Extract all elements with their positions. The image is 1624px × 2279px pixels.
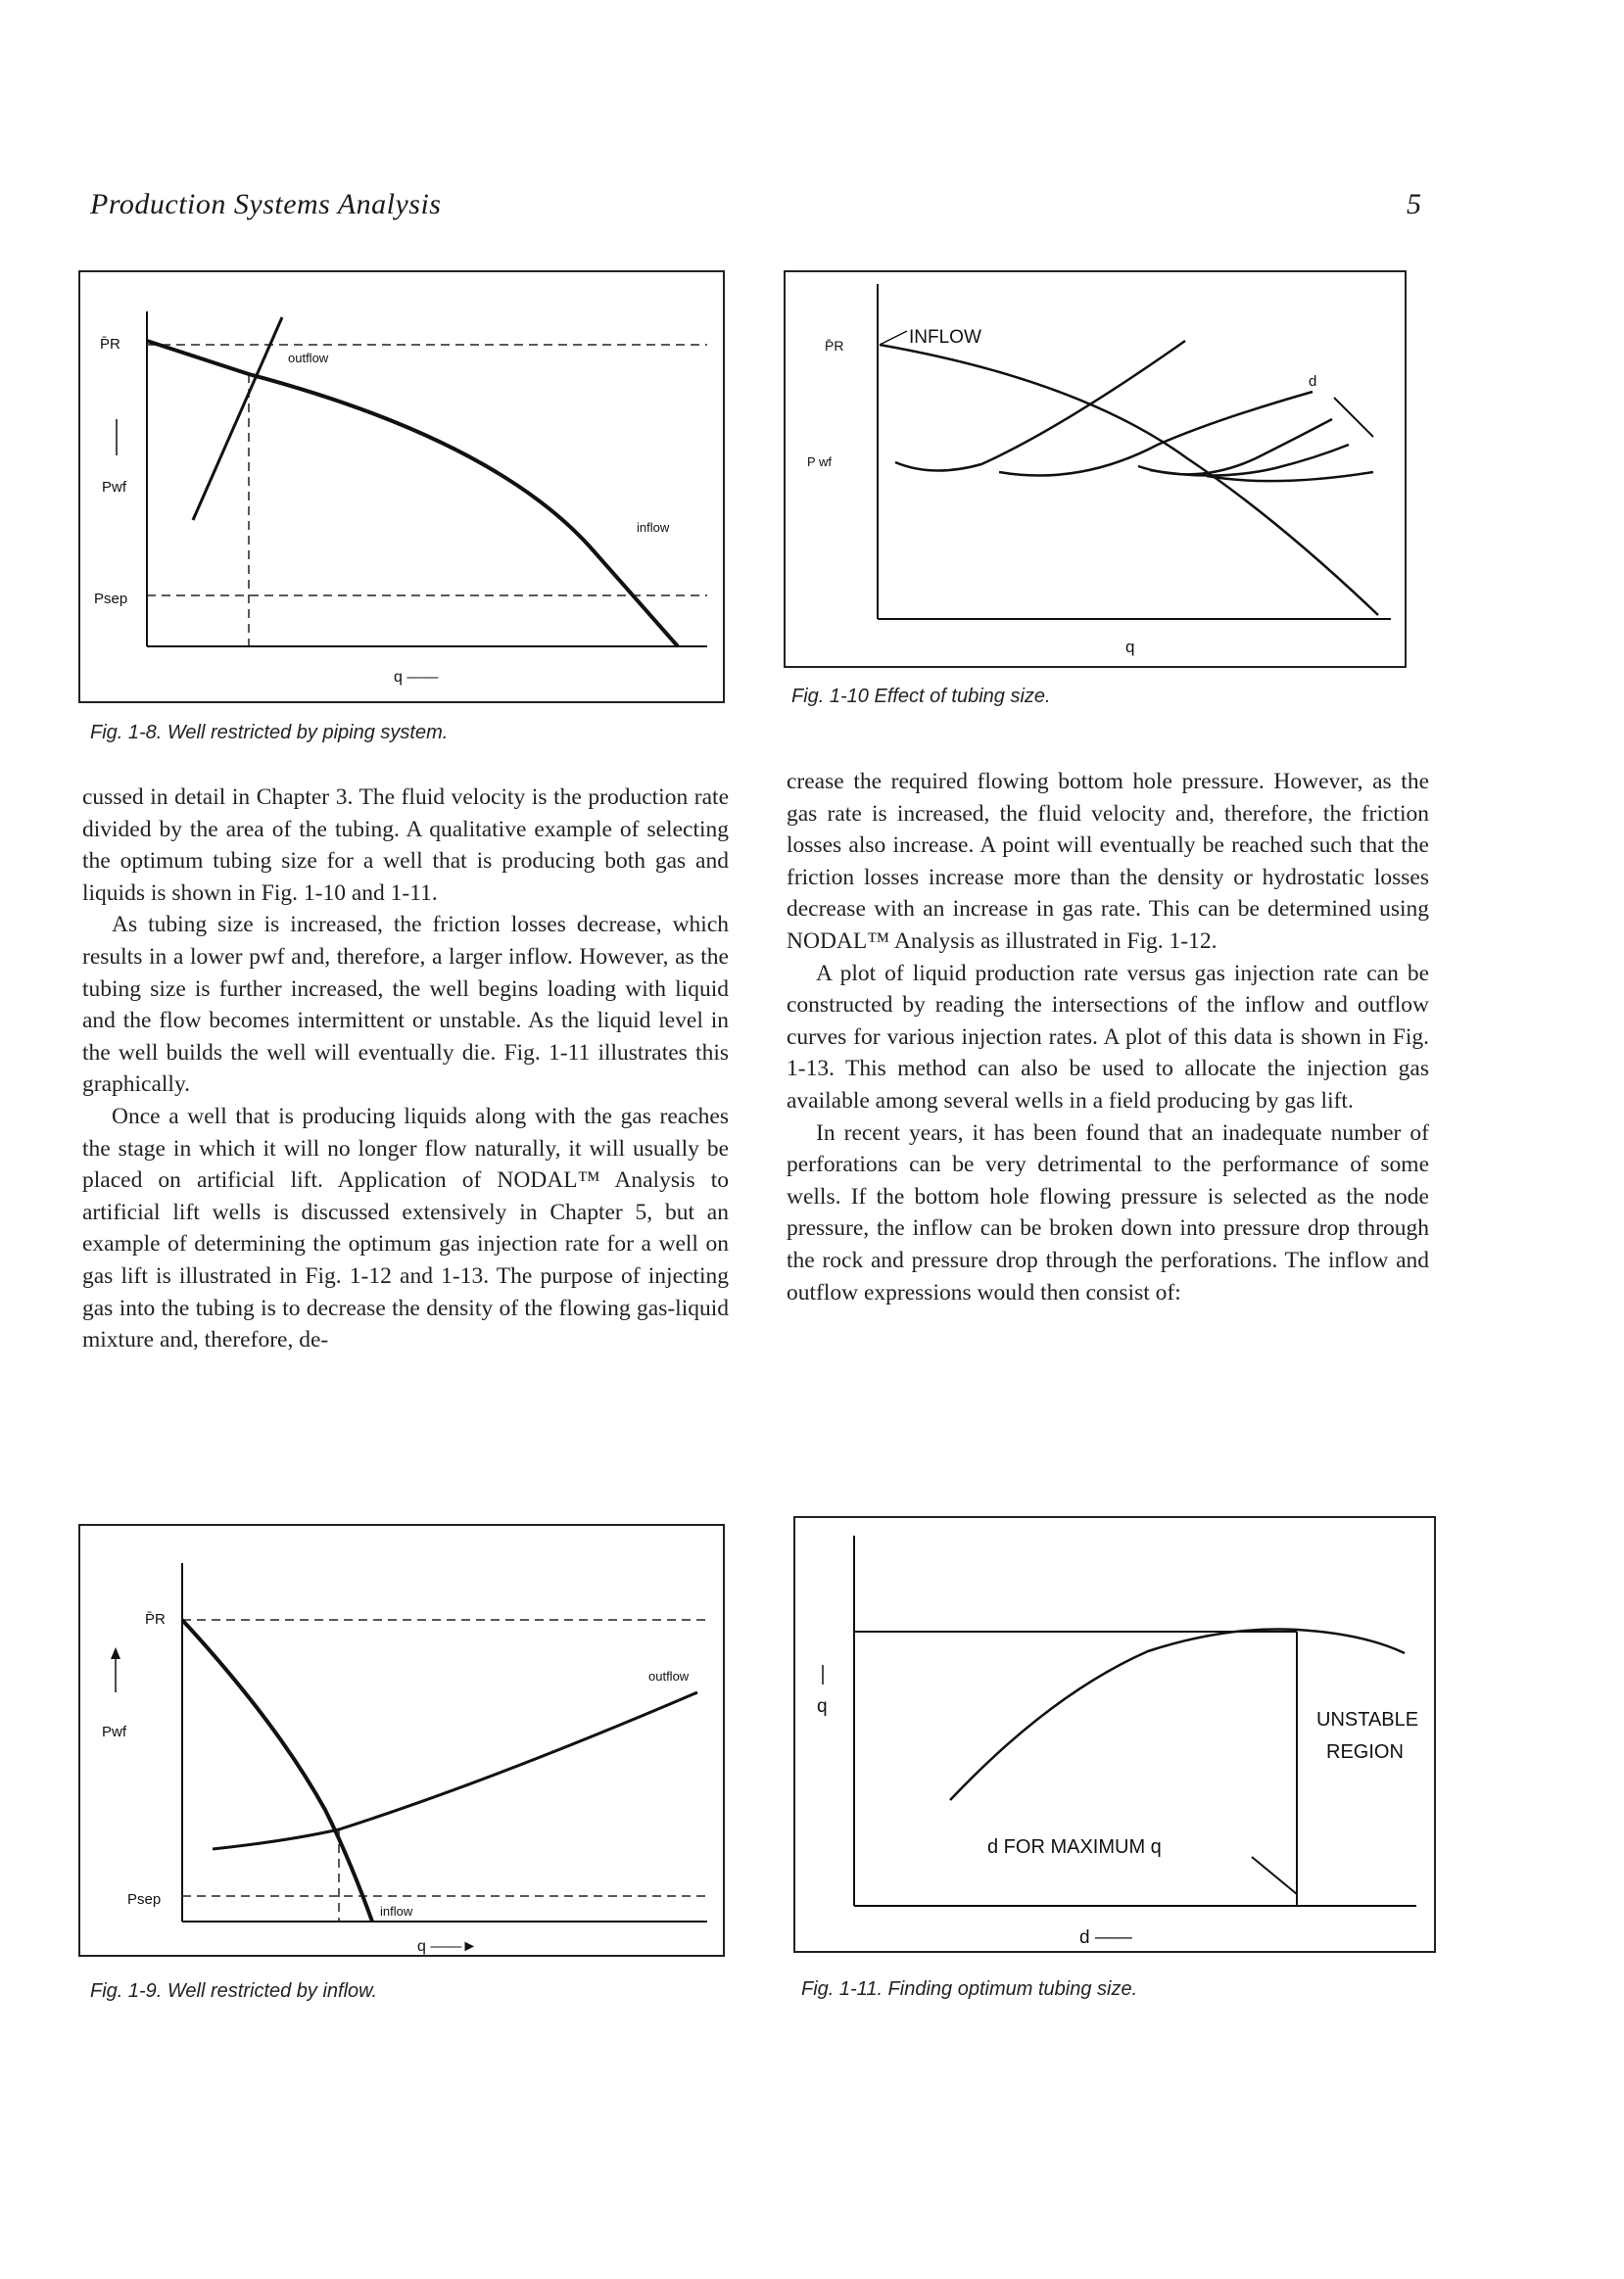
inflow-curve — [147, 341, 678, 646]
outflow-label: outflow — [648, 1669, 690, 1684]
pr-label: P̄R — [100, 336, 120, 353]
outflow-curve-3 — [1138, 419, 1332, 474]
figure-1-9-plot — [80, 1526, 723, 1955]
inflow-label: inflow — [380, 1904, 413, 1919]
d-pointer-line — [1334, 398, 1373, 437]
figure-1-11 — [793, 1516, 1436, 1953]
figure-1-8-caption: Fig. 1-8. Well restricted by piping system. — [90, 722, 449, 743]
inflow-label: INFLOW — [909, 327, 981, 348]
figure-1-9-caption: Fig. 1-9. Well restricted by inflow. — [90, 1980, 378, 2002]
outflow-line — [193, 317, 282, 520]
inflow-pointer-line — [880, 331, 907, 345]
pwf-arrow-head — [111, 1647, 120, 1659]
psep-label: Psep — [94, 591, 128, 607]
figure-1-11-caption: Fig. 1-11. Finding optimum tubing size. — [801, 1978, 1138, 2000]
q-axis-label: q ——► — [417, 1938, 478, 1955]
figure-1-10-caption: Fig. 1-10 Effect of tubing size. — [791, 686, 1051, 707]
outflow-curve-2 — [999, 392, 1313, 476]
dmax-label: d FOR MAXIMUM q — [987, 1836, 1162, 1858]
left-paragraph-3: Once a well that is producing liquids along with the gas reaches the stage in which it will no longer flow naturally, it will usually be placed on artificial lift. Application of NODAL™ Analysis to artificial lift wells is discussed extensively in Chapter 5, but an example of determining the optimum gas injection rate for a well on gas lift is illustrated in Fig. 1-12 and 1-13. The purpose of injecting gas into the tubing is to decrease the density of the flowing gas-liquid mixture and, therefore, de- — [82, 1103, 729, 1353]
right-text-column — [787, 766, 1429, 1308]
pwf-label: Pwf — [102, 1724, 127, 1740]
pwf-label: P wf — [807, 454, 833, 469]
left-paragraph-2: As tubing size is increased, the friction losses decrease, which results in a lower pwf and, therefore, a larger inflow. However, as the tubing size is further increased, the well begins loading with liquid and the flow becomes intermittent or unstable. As the liquid level in the well builds the well will eventually die. Fig. 1-11 illustrates this graphically. — [82, 912, 729, 1098]
pwf-label: Pwf — [102, 479, 127, 496]
figure-1-8-plot — [80, 272, 723, 701]
q-axis-label: q — [817, 1696, 828, 1717]
running-title: Production Systems Analysis — [90, 188, 442, 220]
dmax-pointer-line — [1252, 1857, 1297, 1894]
outflow-curve — [213, 1692, 697, 1849]
pr-label: P̄R — [145, 1611, 166, 1628]
right-paragraph-3: In recent years, it has been found that an inadequate number of perforations can be very detrimental to the performance of some wells. If the bottom hole flowing pressure is selected as the node pressure, the inflow can be broken down into pressure drop through the rock and pressure drop through the perforations. The inflow and outflow expressions would then consist of: — [787, 1119, 1429, 1306]
figure-1-10 — [784, 270, 1407, 668]
unstable-label-2: REGION — [1326, 1741, 1404, 1763]
d-axis-label: d —— — [1079, 1927, 1132, 1948]
figure-1-10-plot — [786, 272, 1405, 666]
outflow-curve-5 — [1207, 472, 1373, 481]
figure-1-8 — [78, 270, 725, 703]
right-paragraph-2: A plot of liquid production rate versus gas injection rate can be constructed by reading the intersections of the inflow and outflow curves for various injection rates. A plot of this data is shown in Fig. 1-13. This method can also be used to allocate the injection gas available among several wells in a field producing by gas lift. — [787, 960, 1429, 1114]
q-axis-label: q —— — [394, 669, 439, 686]
unstable-label-1: UNSTABLE — [1316, 1709, 1419, 1731]
psep-label: Psep — [127, 1891, 162, 1908]
figure-1-9 — [78, 1524, 725, 1957]
right-paragraph-1: crease the required flowing bottom hole pressure. However, as the gas rate is increased, the fluid velocity and, therefore, the friction losses also increase. A point will eventually be reached such that the friction losses increase more than the density or hydrostatic losses decrease with an increase in gas rate. This can be determined using NODAL™ Analysis as illustrated in Fig. 1-12. — [787, 769, 1429, 954]
pr-label: P̄R — [825, 338, 844, 354]
left-paragraph-1: cussed in detail in Chapter 3. The fluid velocity is the production rate divided by the area of the tubing. A qualitative example of selecting the optimum tubing size for a well that is producing both gas and liquids is shown in Fig. 1-10 and 1-11. — [82, 784, 729, 906]
outflow-label: outflow — [288, 351, 329, 365]
inflow-label: inflow — [637, 520, 670, 535]
d-label: d — [1309, 373, 1317, 390]
inflow-curve — [182, 1620, 372, 1922]
figure-1-11-plot — [795, 1518, 1434, 1951]
page-number: 5 — [1407, 188, 1421, 220]
q-axis-label: q — [1125, 638, 1135, 656]
left-text-column — [82, 782, 729, 1356]
